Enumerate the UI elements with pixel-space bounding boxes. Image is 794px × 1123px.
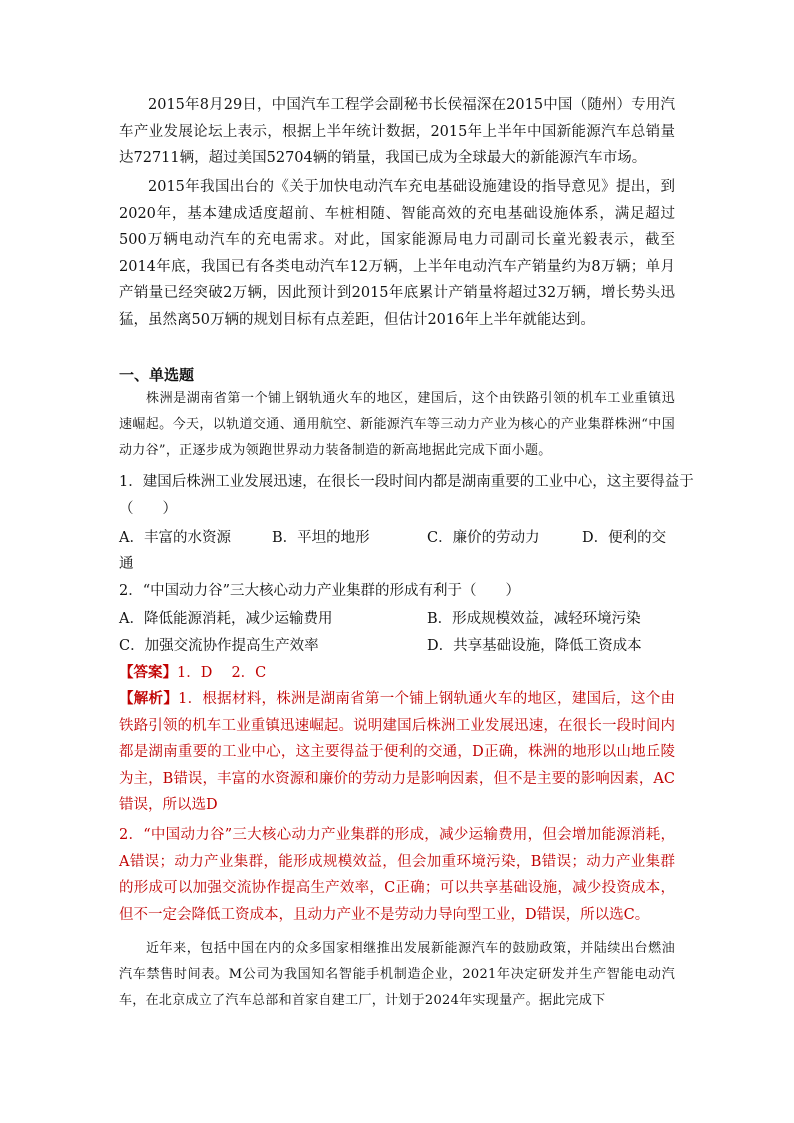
question-1-option-c: C．廉价的劳动力 xyxy=(427,530,540,546)
question-2-option-d: D．共享基础设施，降低工资成本 xyxy=(427,638,642,654)
question-2-option-c: C．加强交流协作提高生产效率 xyxy=(119,638,319,654)
material-paragraph-2: 近年来，包括中国在内的众多国家相继推出发展新能源汽车的鼓励政策，并陆续出台燃油汽车禁售时间表。M公司为我国知名智能手机制造企业，2021年决定研发并生产智能电动汽车，在北京成立了汽车总部和首家自建工厂，计划于2024年实现量产。据此完成下 xyxy=(119,941,675,1008)
question-1-bracket: （ ） xyxy=(119,501,177,517)
question-1-option-a: A．丰富的水资源 xyxy=(119,530,231,546)
question-1-stem: 1．建国后株洲工业发展迅速，在很长一段时间内都是湖南重要的工业中心，这主要得益于 xyxy=(119,474,694,490)
question-1-option-b: B．平坦的地形 xyxy=(272,530,370,546)
analysis-part-2: 2．“中国动力谷”三大核心动力产业集群的形成，减少运输费用，但会增加能源消耗，A错误；动力产业集群，能形成规模效益，但会加重环境污染，B错误；动力产业集群的形成可以加强交流协作提高生产效率，C正确；可以共享基础设施，减少投资成本，但不一定会降低工资成本，且动力产业不是劳动力导向型工业，D错误，所以选C。 xyxy=(119,827,675,923)
answer-label: 【答案】 xyxy=(119,664,177,681)
intro-paragraph-1: 2015年8月29日，中国汽车工程学会副秘书长侯福深在2015中国（随州）专用汽车产业发展论坛上表示，根据上半年统计数据，2015年上半年中国新能源汽车总销量达72711辆，超过美国52704辆的销量，我国已成为全球最大的新能源汽车市场。 xyxy=(119,97,675,166)
question-1-option-d: D．便利的交 xyxy=(582,530,667,546)
answer-line xyxy=(119,661,266,685)
analysis-label: 【解析】 xyxy=(119,690,179,707)
section-heading: 一、单选题 xyxy=(119,366,195,384)
intro-paragraph-2: 2015年我国出台的《关于加快电动汽车充电基础设施建设的指导意见》提出，到2020年，基本建成适度超前、车桩相随、智能高效的充电基础设施体系，满足超过500万辆电动汽车的充电需求。对此，国家能源局电力司副司长童光毅表示，截至2014年底，我国已有各类电动汽车12万辆，上半年电动汽车产销量约为8万辆；单月产销量已经突破2万辆，因此预计到2015年底累计产销量将超过32万辆，增长势头迅猛，虽然离50万辆的规划目标有点差距，但估计2016年上半年就能达到。 xyxy=(119,179,675,328)
answer-text: 1．D 2．C xyxy=(177,665,267,681)
question-2-stem: 2．“中国动力谷”三大核心动力产业集群的形成有利于（ ） xyxy=(119,583,521,599)
question-2-option-b: B．形成规模效益，减轻环境污染 xyxy=(427,611,641,627)
material-paragraph-1: 株洲是湖南省第一个铺上钢轨通火车的地区，建国后，这个由铁路引领的机车工业重镇迅速崛起。今天，以轨道交通、通用航空、新能源汽车等三动力产业为核心的产业集群株洲“中国动力谷”，正逐步成为领跑世界动力装备制造的新高地据此完成下面小题。 xyxy=(119,391,675,458)
analysis-part-1 xyxy=(119,686,675,819)
question-1-option-d-wrap: 通 xyxy=(119,556,134,572)
analysis-text-1: 1．根据材料，株洲是湖南省第一个铺上钢轨通火车的地区，建国后，这个由铁路引领的机车工业重镇迅速崛起。说明建国后株洲工业发展迅速，在很长一段时间内都是湖南重要的工业中心，这主要得益于便利的交通，D正确，株洲的地形以山地丘陵为主，B错误，丰富的水资源和廉价的劳动力是影响因素，但不是主要的影响因素，AC错误，所以选D xyxy=(119,691,675,813)
question-2-option-a: A．降低能源消耗，减少运输费用 xyxy=(119,611,333,627)
